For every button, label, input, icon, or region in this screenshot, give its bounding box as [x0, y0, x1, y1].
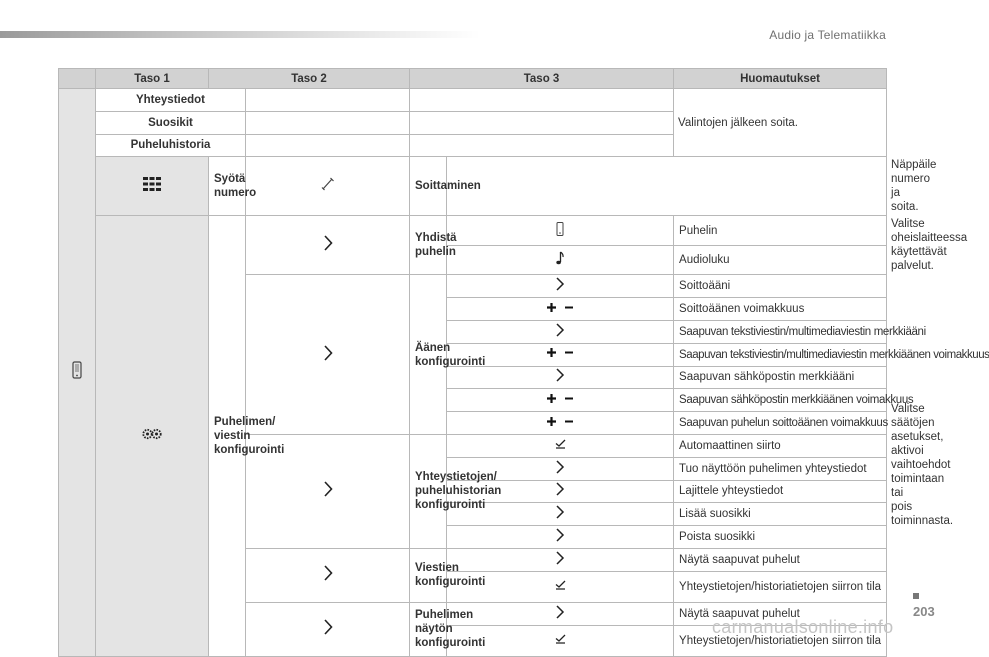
level1-puheluhistoria: Puheluhistoria: [96, 134, 246, 157]
chevron-right-icon: [554, 322, 566, 342]
chevron-right-icon: [554, 504, 566, 524]
phone-cell: [59, 89, 96, 657]
level3-lajittele: Lajittele yhteystiedot: [674, 480, 887, 503]
plus-icon: [546, 416, 557, 431]
chevron-right-icon: [322, 344, 334, 366]
level1-puhelimen-konfigurointi: Puhelimen/ viestin konfigurointi: [209, 216, 246, 656]
watermark: carmanualsonline.info: [712, 617, 894, 637]
chevron-right-icon: [322, 564, 334, 586]
level3-soittoaani: Soittoääni: [674, 275, 887, 298]
checkbox-icon: [554, 632, 567, 649]
handset-icon: [320, 176, 336, 196]
level2-puhelimen-nayton-konfigurointi: Puhelimen näytön konfigurointi: [410, 602, 447, 656]
header-level-3: Taso 3: [410, 69, 674, 89]
minus-icon: [564, 302, 574, 317]
level3-automaattinen-siirto: Automaattinen siirto: [674, 434, 887, 457]
chevron-right-icon: [554, 459, 566, 479]
chevron-right-icon: [322, 234, 334, 256]
gear-cell: [96, 216, 209, 656]
phone-small-cell: [447, 216, 674, 246]
page-number: 203: [913, 604, 935, 619]
level3-lisaa-suosikki: Lisää suosikki: [674, 503, 887, 526]
plus-icon: [546, 393, 557, 408]
handset-cell: [246, 157, 410, 216]
plus-minus-cell: [447, 412, 674, 435]
chevron-right-icon: [554, 527, 566, 547]
music-cell: [447, 245, 674, 275]
plus-icon: [546, 347, 557, 362]
level3-siirron-tila-1: Yhteystietojen/historiatietojen siirron tila: [674, 571, 887, 602]
checkbox-icon: [554, 437, 567, 454]
music-note-icon: [554, 250, 566, 270]
level3-sahkoposti-voimakkuus: Saapuvan sähköpostin merkkiäänen voimakkuus: [674, 389, 887, 412]
level2-yhdista-puhelin: Yhdistä puhelin: [410, 216, 447, 275]
minus-icon: [564, 416, 574, 431]
level2-aanen-konfigurointi: Äänen konfigurointi: [410, 275, 447, 435]
level3-soittoaanen-voimakkuus: Soittoäänen voimakkuus: [674, 298, 887, 321]
chevron-right-icon: [322, 618, 334, 640]
phone-icon: [554, 221, 566, 241]
chevron-right-icon: [554, 367, 566, 387]
minus-icon: [564, 347, 574, 362]
plus-icon: [546, 302, 557, 317]
level3-sahkoposti-merkkiaani: Saapuvan sähköpostin merkkiääni: [674, 366, 887, 389]
phone-icon: [67, 360, 87, 384]
level2-soittaminen: Soittaminen: [410, 157, 447, 216]
level3-nayta-puhelut-1: Näytä saapuvat puhelut: [674, 548, 887, 571]
level1-yhteystiedot: Yhteystiedot: [96, 89, 246, 112]
minus-icon: [564, 393, 574, 408]
chevron-right-icon: [554, 276, 566, 296]
header-icon-col: [59, 69, 96, 89]
level2-viestien-konfigurointi: Viestien konfigurointi: [410, 548, 447, 602]
keypad-icon: [142, 176, 162, 196]
table-row: [59, 89, 887, 112]
chevron-cell: [447, 548, 674, 571]
chevron-cell: [246, 275, 410, 435]
chevron-right-icon: [554, 550, 566, 570]
chevron-cell: [246, 548, 410, 602]
chevron-cell: [447, 602, 674, 625]
level3-siirron-tila-2: Yhteystietojen/historiatietojen siirron tila: [674, 625, 887, 656]
chevron-right-icon: [322, 480, 334, 502]
header-level-1: Taso 1: [96, 69, 209, 89]
plus-minus-cell: [447, 298, 674, 321]
header-gradient-bar: [0, 31, 480, 38]
level3-nayta-puhelut-2: Näytä saapuvat puhelut: [674, 602, 887, 625]
note-valintojen: Valintojen jälkeen soita.: [674, 89, 887, 157]
table-row: Syötä numero Soittaminen Näppäile numero ja soita.: [59, 157, 887, 216]
table-header-row: [59, 69, 887, 89]
keypad-cell: [96, 157, 209, 216]
level3-tekstiviesti-merkkiaani: Saapuvan tekstiviestin/multimediaviestin merkkiääni: [674, 320, 887, 343]
chevron-cell: [447, 275, 674, 298]
level3-tuo-nayttoon: Tuo näyttöön puhelimen yhteystiedot: [674, 457, 887, 480]
chevron-cell: [447, 320, 674, 343]
checkbox-cell: [447, 434, 674, 457]
plus-minus-cell: [447, 389, 674, 412]
page-marker: [913, 593, 919, 599]
header-level-2: Taso 2: [209, 69, 410, 89]
table-row: Puhelimen/ viestin konfigurointi Yhdistä puhelin Puhelin Valitse oheislaitteessa käytettävät palvelut.: [59, 216, 887, 246]
chevron-cell: [246, 602, 410, 656]
chevron-cell: [447, 526, 674, 549]
chevron-right-icon: [554, 481, 566, 501]
chevron-cell: [447, 366, 674, 389]
table-row: Äänen konfigurointi Soittoääni Valitse säätöjen asetukset, aktivoi vaihtoehdot toimintaan tai pois toiminnasta.: [59, 275, 887, 298]
section-title: Audio ja Telematiikka: [769, 28, 886, 42]
level1-suosikit: Suosikit: [96, 111, 246, 134]
level3-tekstiviesti-voimakkuus: Saapuvan tekstiviestin/multimediaviestin merkkiäänen voimakkuus: [674, 343, 887, 366]
header-notes: Huomautukset: [674, 69, 887, 89]
level3-puhelun-voimakkuus: Saapuvan puhelun soittoäänen voimakkuus: [674, 412, 887, 435]
level3-poista-suosikki: Poista suosikki: [674, 526, 887, 549]
checkbox-icon: [554, 578, 567, 595]
level3-audioluku: Audioluku: [674, 245, 887, 275]
level2-yhteystietojen-konfigurointi: Yhteystietojen/ puheluhistorian konfigurointi: [410, 434, 447, 548]
chevron-cell: [246, 216, 410, 275]
chevron-right-icon: [554, 604, 566, 624]
level3-puhelin: Puhelin: [674, 216, 887, 246]
level1-syota-numero: Syötä numero: [209, 157, 246, 216]
gear-icon: [141, 427, 163, 445]
